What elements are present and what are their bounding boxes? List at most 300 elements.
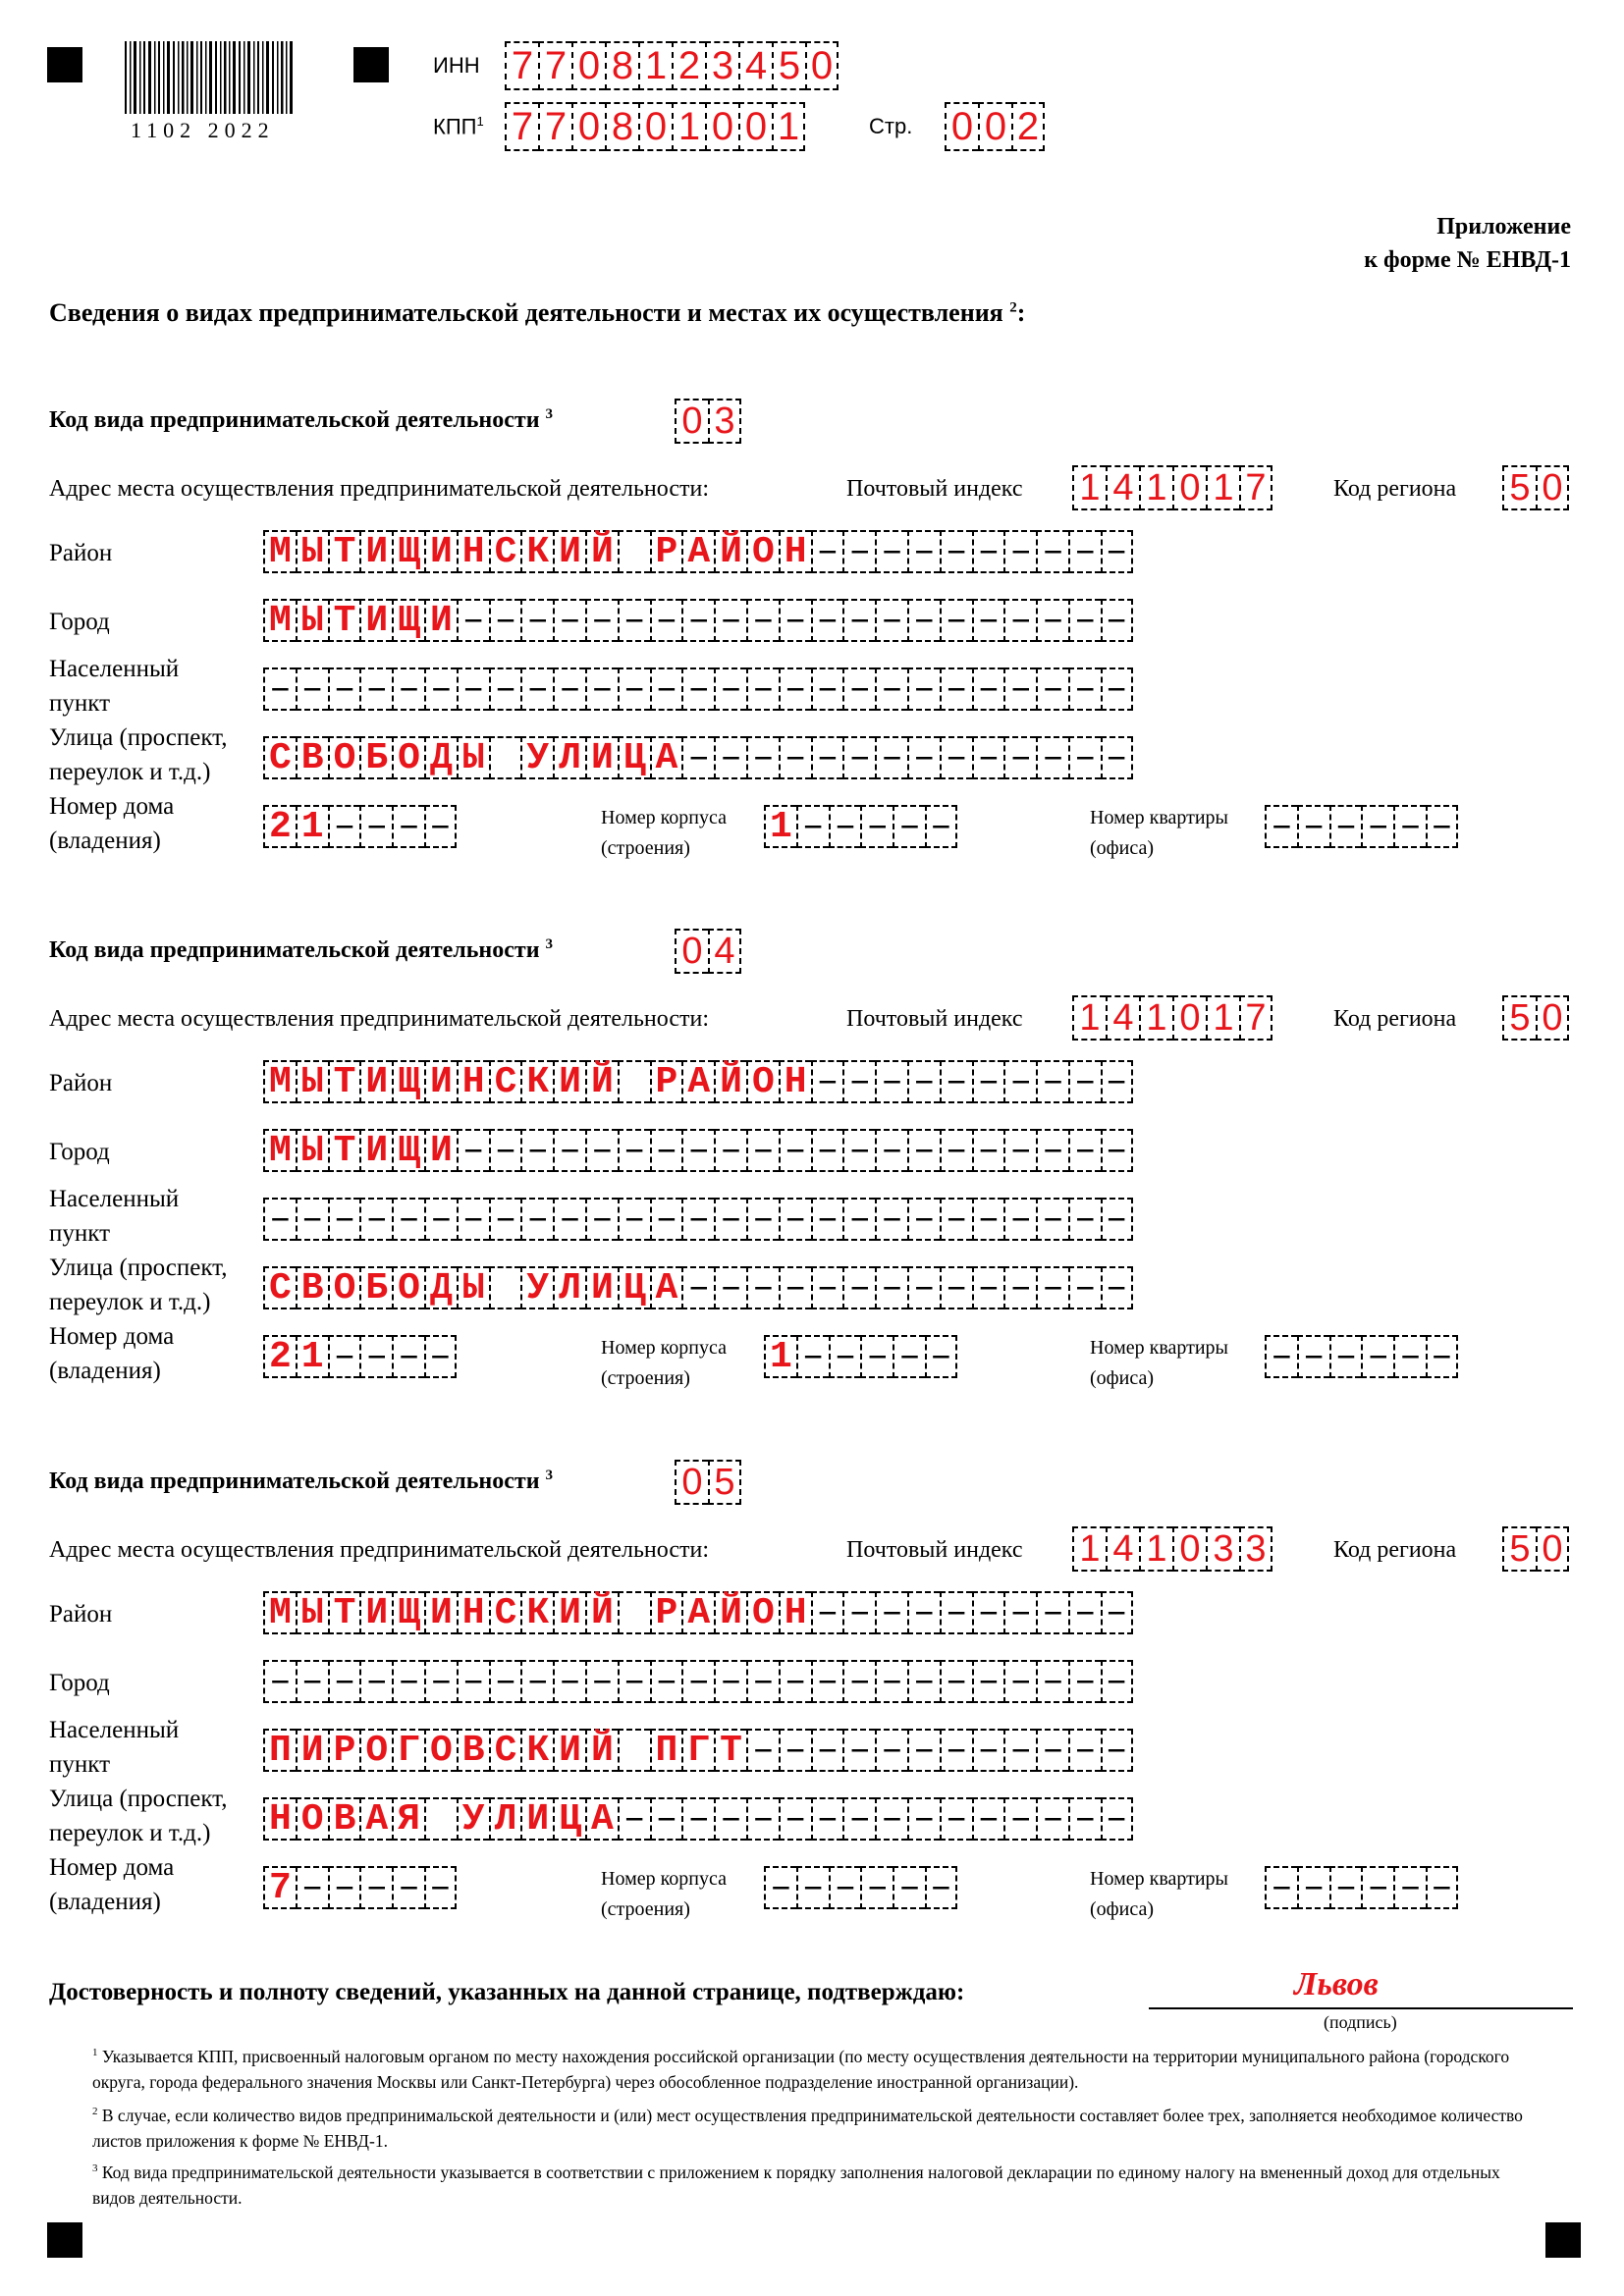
inn-cell[interactable]: 0 — [571, 41, 605, 90]
city-field-cell[interactable]: – — [457, 599, 489, 642]
city-field-cell[interactable]: – — [585, 599, 618, 642]
street-field-cell[interactable]: – — [714, 1266, 746, 1309]
building-field-cell[interactable]: – — [893, 1335, 925, 1378]
city-field-cell[interactable]: Щ — [392, 1129, 424, 1172]
kpp-cell[interactable]: 7 — [538, 102, 571, 151]
locality-field-cell[interactable]: – — [650, 667, 682, 711]
house-field-cell[interactable]: – — [328, 805, 360, 848]
city-field-cell[interactable]: – — [650, 1660, 682, 1703]
page-cell[interactable]: 2 — [1011, 102, 1045, 151]
city-field-cell[interactable]: – — [1036, 599, 1068, 642]
district-field-cell[interactable]: Н — [779, 530, 811, 573]
inn-cell[interactable]: 7 — [505, 41, 538, 90]
district-field-cell[interactable]: – — [1101, 1060, 1133, 1103]
district-field-cell[interactable]: Т — [328, 1591, 360, 1634]
locality-field-cell[interactable]: – — [1036, 667, 1068, 711]
apartment-field-cell[interactable]: – — [1361, 1866, 1393, 1909]
locality-field-cell[interactable]: – — [618, 1198, 650, 1241]
locality-field-cell[interactable]: – — [842, 1729, 875, 1772]
locality-field-cell[interactable]: П — [263, 1729, 296, 1772]
district-field-cell[interactable]: – — [875, 1591, 907, 1634]
activity-code-cell[interactable]: 4 — [708, 929, 741, 974]
street-field-cell[interactable]: Л — [553, 736, 585, 779]
city-field-cell[interactable]: – — [585, 1129, 618, 1172]
house-field-cell[interactable]: – — [296, 1866, 328, 1909]
street-field-cell[interactable]: О — [296, 1797, 328, 1841]
postal-index-cell[interactable]: 0 — [1172, 465, 1206, 510]
city-field-cell[interactable]: – — [875, 1129, 907, 1172]
postal-index-cell[interactable]: 1 — [1072, 1526, 1106, 1572]
district-field-cell[interactable]: – — [972, 1591, 1004, 1634]
house-field-cell[interactable]: – — [392, 805, 424, 848]
postal-index-cell[interactable]: 1 — [1139, 995, 1172, 1041]
street-field-cell[interactable]: – — [1036, 1266, 1068, 1309]
building-field[interactable] — [764, 1335, 957, 1378]
city-field-cell[interactable]: – — [296, 1660, 328, 1703]
locality-field-cell[interactable]: – — [553, 667, 585, 711]
street-field-cell[interactable]: А — [585, 1797, 618, 1841]
city-field[interactable] — [263, 1129, 1133, 1172]
street-field-cell[interactable]: В — [296, 736, 328, 779]
district-field-cell[interactable]: Щ — [392, 1591, 424, 1634]
locality-field-cell[interactable]: – — [263, 1198, 296, 1241]
postal-index-cell[interactable]: 1 — [1072, 465, 1106, 510]
street-field-cell[interactable]: Я — [392, 1797, 424, 1841]
house-field-cell[interactable]: – — [359, 805, 392, 848]
locality-field-cell[interactable]: – — [392, 1198, 424, 1241]
district-field-cell[interactable]: – — [972, 1060, 1004, 1103]
street-field-cell[interactable]: В — [328, 1797, 360, 1841]
street-field-cell[interactable]: Б — [359, 1266, 392, 1309]
page-cell[interactable]: 0 — [945, 102, 978, 151]
locality-field-cell[interactable]: И — [296, 1729, 328, 1772]
locality-field-cell[interactable]: – — [907, 1729, 940, 1772]
street-field[interactable] — [263, 1266, 1133, 1309]
district-field-cell[interactable] — [618, 530, 650, 573]
district-field-cell[interactable]: – — [940, 530, 972, 573]
district-field-cell[interactable]: С — [489, 530, 521, 573]
district-field-cell[interactable]: Й — [585, 1591, 618, 1634]
house-field-cell[interactable]: 2 — [263, 805, 296, 848]
district-field-cell[interactable]: И — [424, 530, 457, 573]
city-field-cell[interactable]: – — [811, 1660, 843, 1703]
district-field-cell[interactable]: – — [907, 1591, 940, 1634]
building-field-cell[interactable]: – — [829, 1335, 861, 1378]
city-field-cell[interactable]: – — [714, 1660, 746, 1703]
locality-field-cell[interactable]: – — [681, 667, 714, 711]
district-field-cell[interactable]: М — [263, 530, 296, 573]
house-field[interactable] — [263, 805, 457, 848]
apartment-field-cell[interactable]: – — [1329, 805, 1362, 848]
building-field-cell[interactable]: – — [796, 1335, 829, 1378]
street-field-cell[interactable]: – — [940, 736, 972, 779]
city-field-cell[interactable]: – — [520, 599, 553, 642]
street-field-cell[interactable]: Л — [489, 1797, 521, 1841]
district-field-cell[interactable]: А — [681, 1060, 714, 1103]
apartment-field-cell[interactable]: – — [1265, 1335, 1297, 1378]
street-field-cell[interactable]: И — [585, 1266, 618, 1309]
district-field-cell[interactable]: К — [520, 1591, 553, 1634]
kpp-cell[interactable]: 8 — [605, 102, 638, 151]
street-field-cell[interactable]: Ы — [457, 736, 489, 779]
city-field-cell[interactable]: – — [1101, 1660, 1133, 1703]
city-field-cell[interactable]: – — [811, 599, 843, 642]
district-field-cell[interactable]: Й — [585, 1060, 618, 1103]
city-field-cell[interactable]: – — [746, 599, 779, 642]
locality-field-cell[interactable]: – — [1101, 667, 1133, 711]
street-field-cell[interactable]: Д — [424, 736, 457, 779]
street-field[interactable] — [263, 1797, 1133, 1841]
locality-field[interactable] — [263, 1729, 1133, 1772]
city-field-cell[interactable]: – — [489, 599, 521, 642]
street-field-cell[interactable]: О — [328, 736, 360, 779]
activity-code-cell[interactable]: 0 — [675, 929, 708, 974]
street-field-cell[interactable]: Ы — [457, 1266, 489, 1309]
postal-index-cell[interactable]: 1 — [1072, 995, 1106, 1041]
street-field-cell[interactable]: – — [842, 1797, 875, 1841]
city-field-cell[interactable]: – — [618, 1129, 650, 1172]
locality-field-cell[interactable]: – — [842, 1198, 875, 1241]
district-field-cell[interactable]: – — [842, 530, 875, 573]
city-field-cell[interactable]: – — [520, 1129, 553, 1172]
city-field-cell[interactable]: – — [779, 1660, 811, 1703]
locality-field-cell[interactable]: – — [328, 1198, 360, 1241]
city-field-cell[interactable]: – — [842, 1660, 875, 1703]
district-field-cell[interactable]: – — [875, 1060, 907, 1103]
locality-field-cell[interactable]: – — [1036, 1198, 1068, 1241]
region-code-cell[interactable]: 5 — [1502, 465, 1536, 510]
postal-index-cell[interactable]: 1 — [1206, 465, 1239, 510]
street-field-cell[interactable]: – — [714, 1797, 746, 1841]
district-field-cell[interactable]: И — [424, 1591, 457, 1634]
street-field-cell[interactable]: А — [650, 1266, 682, 1309]
street-field-cell[interactable] — [424, 1797, 457, 1841]
city-field-cell[interactable]: – — [940, 599, 972, 642]
locality-field-cell[interactable]: – — [746, 1729, 779, 1772]
building-field-cell[interactable]: – — [860, 805, 893, 848]
city-field-cell[interactable]: И — [359, 1129, 392, 1172]
region-code-cell[interactable]: 5 — [1502, 1526, 1536, 1572]
apartment-field-cell[interactable]: – — [1426, 805, 1458, 848]
city-field-cell[interactable]: Т — [328, 1129, 360, 1172]
district-field-cell[interactable]: К — [520, 530, 553, 573]
street-field[interactable] — [263, 736, 1133, 779]
locality-field-cell[interactable]: И — [553, 1729, 585, 1772]
city-field-cell[interactable]: – — [1068, 599, 1101, 642]
street-field-cell[interactable]: – — [875, 1266, 907, 1309]
city-field-cell[interactable]: – — [457, 1129, 489, 1172]
street-field-cell[interactable]: Б — [359, 736, 392, 779]
district-field-cell[interactable]: Т — [328, 1060, 360, 1103]
street-field-cell[interactable]: – — [1101, 1797, 1133, 1841]
city-field-cell[interactable]: М — [263, 599, 296, 642]
district-field-cell[interactable]: М — [263, 1060, 296, 1103]
activity-code-cell[interactable]: 0 — [675, 1460, 708, 1505]
locality-field-cell[interactable]: – — [618, 667, 650, 711]
district-field-cell[interactable]: – — [1036, 1060, 1068, 1103]
kpp-cell[interactable]: 0 — [571, 102, 605, 151]
locality-field-cell[interactable]: – — [811, 667, 843, 711]
inn-cell[interactable]: 7 — [538, 41, 571, 90]
locality-field-cell[interactable]: – — [457, 1198, 489, 1241]
city-field-cell[interactable]: – — [1068, 1660, 1101, 1703]
street-field-cell[interactable]: Ц — [618, 1266, 650, 1309]
district-field-cell[interactable]: – — [940, 1060, 972, 1103]
street-field-cell[interactable]: – — [650, 1797, 682, 1841]
city-field-cell[interactable]: Ы — [296, 1129, 328, 1172]
street-field-cell[interactable]: – — [1003, 1266, 1036, 1309]
city-field-cell[interactable]: – — [875, 1660, 907, 1703]
street-field-cell[interactable]: О — [392, 1266, 424, 1309]
city-field-cell[interactable]: – — [1036, 1129, 1068, 1172]
house-field-cell[interactable]: 2 — [263, 1335, 296, 1378]
locality-field-cell[interactable]: – — [746, 1198, 779, 1241]
locality-field-cell[interactable]: – — [779, 1729, 811, 1772]
locality-field-cell[interactable]: – — [1036, 1729, 1068, 1772]
street-field-cell[interactable]: – — [875, 736, 907, 779]
postal-index-cell[interactable]: 3 — [1239, 1526, 1272, 1572]
street-field-cell[interactable]: О — [392, 736, 424, 779]
locality-field-cell[interactable]: – — [489, 1198, 521, 1241]
locality-field-cell[interactable]: – — [1101, 1198, 1133, 1241]
postal-index-cell[interactable]: 4 — [1106, 1526, 1139, 1572]
district-field-cell[interactable]: О — [746, 1591, 779, 1634]
building-field-cell[interactable]: – — [925, 1866, 957, 1909]
street-field-cell[interactable]: – — [972, 736, 1004, 779]
locality-field-cell[interactable]: – — [1068, 1729, 1101, 1772]
street-field-cell[interactable]: – — [811, 1797, 843, 1841]
locality-field-cell[interactable]: – — [424, 667, 457, 711]
locality-field-cell[interactable]: О — [359, 1729, 392, 1772]
district-field-cell[interactable]: Н — [457, 1060, 489, 1103]
city-field-cell[interactable]: – — [681, 1660, 714, 1703]
locality-field-cell[interactable]: Г — [681, 1729, 714, 1772]
kpp-cell[interactable]: 7 — [505, 102, 538, 151]
city-field-cell[interactable]: Т — [328, 599, 360, 642]
street-field-cell[interactable]: – — [1068, 1797, 1101, 1841]
apartment-field-cell[interactable]: – — [1265, 805, 1297, 848]
city-field-cell[interactable]: – — [714, 1129, 746, 1172]
inn-cell[interactable]: 0 — [805, 41, 839, 90]
locality-field-cell[interactable]: – — [875, 667, 907, 711]
city-field-cell[interactable]: – — [842, 1129, 875, 1172]
district-field-cell[interactable]: Й — [714, 1591, 746, 1634]
city-field-cell[interactable]: – — [875, 599, 907, 642]
city-field-cell[interactable]: – — [457, 1660, 489, 1703]
locality-field-cell[interactable]: Й — [585, 1729, 618, 1772]
city-field-cell[interactable]: – — [489, 1129, 521, 1172]
locality-field-cell[interactable]: С — [489, 1729, 521, 1772]
district-field-cell[interactable]: Ы — [296, 530, 328, 573]
city-field-cell[interactable]: И — [424, 599, 457, 642]
locality-field-cell[interactable]: – — [1003, 1198, 1036, 1241]
district-field-cell[interactable]: Р — [650, 530, 682, 573]
street-field-cell[interactable]: Н — [263, 1797, 296, 1841]
district-field-cell[interactable]: Й — [714, 1060, 746, 1103]
city-field-cell[interactable]: – — [1003, 599, 1036, 642]
city-field-cell[interactable]: – — [779, 599, 811, 642]
district-field-cell[interactable]: Т — [328, 530, 360, 573]
city-field-cell[interactable]: – — [359, 1660, 392, 1703]
locality-field-cell[interactable]: – — [585, 667, 618, 711]
city-field-cell[interactable]: – — [972, 1129, 1004, 1172]
city-field-cell[interactable]: – — [779, 1129, 811, 1172]
street-field-cell[interactable]: – — [972, 1266, 1004, 1309]
building-field[interactable] — [764, 1866, 957, 1909]
district-field-cell[interactable]: Щ — [392, 1060, 424, 1103]
locality-field-cell[interactable]: – — [940, 667, 972, 711]
house-field-cell[interactable]: – — [392, 1866, 424, 1909]
street-field-cell[interactable]: – — [940, 1797, 972, 1841]
postal-index-cell[interactable]: 1 — [1206, 995, 1239, 1041]
district-field-cell[interactable]: – — [842, 1060, 875, 1103]
district-field-cell[interactable]: – — [842, 1591, 875, 1634]
city-field-cell[interactable]: – — [940, 1129, 972, 1172]
locality-field-cell[interactable]: Р — [328, 1729, 360, 1772]
district-field-cell[interactable]: О — [746, 1060, 779, 1103]
locality-field-cell[interactable]: – — [520, 1198, 553, 1241]
locality-field-cell[interactable]: – — [1068, 1198, 1101, 1241]
locality-field-cell[interactable]: – — [328, 667, 360, 711]
city-field-cell[interactable]: – — [746, 1129, 779, 1172]
locality-field-cell[interactable]: – — [1101, 1729, 1133, 1772]
street-field-cell[interactable]: И — [520, 1797, 553, 1841]
building-field-cell[interactable]: 1 — [764, 805, 796, 848]
locality-field-cell[interactable]: – — [714, 1198, 746, 1241]
street-field-cell[interactable]: Д — [424, 1266, 457, 1309]
district-field-cell[interactable] — [618, 1060, 650, 1103]
district-field-cell[interactable]: – — [875, 530, 907, 573]
activity-code-cell[interactable]: 0 — [675, 399, 708, 444]
locality-field-cell[interactable]: – — [392, 667, 424, 711]
locality-field-cell[interactable]: – — [842, 667, 875, 711]
locality-field-cell[interactable]: – — [681, 1198, 714, 1241]
locality-field-cell[interactable]: П — [650, 1729, 682, 1772]
street-field-cell[interactable]: – — [875, 1797, 907, 1841]
apartment-field-cell[interactable]: – — [1329, 1866, 1362, 1909]
apartment-field-cell[interactable]: – — [1393, 1335, 1426, 1378]
building-field-cell[interactable]: – — [796, 805, 829, 848]
inn-cell[interactable]: 5 — [772, 41, 805, 90]
street-field-cell[interactable]: – — [1101, 1266, 1133, 1309]
district-field-cell[interactable]: – — [811, 530, 843, 573]
inn-cell[interactable]: 3 — [705, 41, 738, 90]
district-field-cell[interactable]: И — [553, 1060, 585, 1103]
district-field-cell[interactable]: – — [1003, 1591, 1036, 1634]
city-field-cell[interactable]: – — [1003, 1129, 1036, 1172]
city-field-cell[interactable]: – — [1101, 1129, 1133, 1172]
postal-index-cell[interactable]: 3 — [1206, 1526, 1239, 1572]
city-field-cell[interactable]: – — [618, 1660, 650, 1703]
kpp-cell[interactable]: 1 — [772, 102, 805, 151]
district-field-cell[interactable]: – — [1003, 530, 1036, 573]
district-field-cell[interactable]: – — [1036, 530, 1068, 573]
district-field-cell[interactable]: К — [520, 1060, 553, 1103]
street-field-cell[interactable]: – — [746, 1266, 779, 1309]
district-field-cell[interactable]: Ы — [296, 1591, 328, 1634]
locality-field-cell[interactable] — [618, 1729, 650, 1772]
house-field-cell[interactable]: 1 — [296, 805, 328, 848]
street-field-cell[interactable]: – — [907, 1797, 940, 1841]
district-field-cell[interactable]: – — [940, 1591, 972, 1634]
inn-cell[interactable]: 4 — [738, 41, 772, 90]
locality-field-cell[interactable]: – — [940, 1729, 972, 1772]
city-field-cell[interactable]: – — [907, 1660, 940, 1703]
city-field-cell[interactable]: И — [359, 599, 392, 642]
city-field[interactable] — [263, 599, 1133, 642]
building-field-cell[interactable]: – — [764, 1866, 796, 1909]
apartment-field-cell[interactable]: – — [1393, 1866, 1426, 1909]
street-field-cell[interactable]: – — [681, 1266, 714, 1309]
kpp-cell[interactable]: 0 — [638, 102, 672, 151]
street-field-cell[interactable] — [489, 1266, 521, 1309]
district-field[interactable] — [263, 1591, 1133, 1634]
postal-index-cell[interactable]: 7 — [1239, 995, 1272, 1041]
apartment-field-cell[interactable]: – — [1361, 805, 1393, 848]
activity-code-cell[interactable]: 5 — [708, 1460, 741, 1505]
house-field-cell[interactable]: – — [328, 1866, 360, 1909]
locality-field-cell[interactable]: – — [779, 1198, 811, 1241]
locality-field-cell[interactable]: – — [779, 667, 811, 711]
district-field-cell[interactable]: – — [1036, 1591, 1068, 1634]
apartment-field[interactable] — [1265, 805, 1458, 848]
street-field-cell[interactable]: А — [650, 736, 682, 779]
city-field-cell[interactable]: – — [618, 599, 650, 642]
kpp-cell[interactable]: 1 — [672, 102, 705, 151]
street-field-cell[interactable]: – — [746, 1797, 779, 1841]
district-field-cell[interactable]: Н — [457, 530, 489, 573]
street-field-cell[interactable]: И — [585, 736, 618, 779]
locality-field-cell[interactable]: – — [972, 1729, 1004, 1772]
locality-field-cell[interactable]: – — [359, 1198, 392, 1241]
apartment-field-cell[interactable]: – — [1297, 1335, 1329, 1378]
city-field-cell[interactable]: – — [907, 599, 940, 642]
city-field-cell[interactable]: – — [424, 1660, 457, 1703]
building-field-cell[interactable]: – — [860, 1335, 893, 1378]
street-field-cell[interactable]: – — [1003, 736, 1036, 779]
street-field-cell[interactable]: – — [779, 1797, 811, 1841]
locality-field-cell[interactable]: – — [811, 1729, 843, 1772]
district-field-cell[interactable]: – — [972, 530, 1004, 573]
street-field-cell[interactable]: – — [1036, 736, 1068, 779]
street-field-cell[interactable]: У — [520, 1266, 553, 1309]
street-field-cell[interactable]: – — [779, 736, 811, 779]
district-field-cell[interactable]: Й — [585, 530, 618, 573]
apartment-field-cell[interactable]: – — [1329, 1335, 1362, 1378]
street-field-cell[interactable]: – — [811, 736, 843, 779]
apartment-field-cell[interactable]: – — [1426, 1866, 1458, 1909]
building-field-cell[interactable]: – — [860, 1866, 893, 1909]
city-field-cell[interactable]: Ы — [296, 599, 328, 642]
street-field-cell[interactable]: – — [1036, 1797, 1068, 1841]
locality-field[interactable] — [263, 667, 1133, 711]
district-field-cell[interactable]: – — [1068, 1591, 1101, 1634]
district-field[interactable] — [263, 1060, 1133, 1103]
city-field-cell[interactable]: – — [585, 1660, 618, 1703]
house-field-cell[interactable]: 1 — [296, 1335, 328, 1378]
district-field-cell[interactable]: Н — [779, 1060, 811, 1103]
street-field-cell[interactable]: В — [296, 1266, 328, 1309]
locality-field-cell[interactable]: – — [907, 667, 940, 711]
postal-index-cell[interactable]: 7 — [1239, 465, 1272, 510]
street-field-cell[interactable]: У — [457, 1797, 489, 1841]
locality-field-cell[interactable]: – — [1068, 667, 1101, 711]
street-field-cell[interactable]: – — [746, 736, 779, 779]
district-field-cell[interactable]: Щ — [392, 530, 424, 573]
locality-field-cell[interactable]: – — [875, 1729, 907, 1772]
street-field-cell[interactable]: – — [842, 736, 875, 779]
city-field-cell[interactable]: – — [746, 1660, 779, 1703]
